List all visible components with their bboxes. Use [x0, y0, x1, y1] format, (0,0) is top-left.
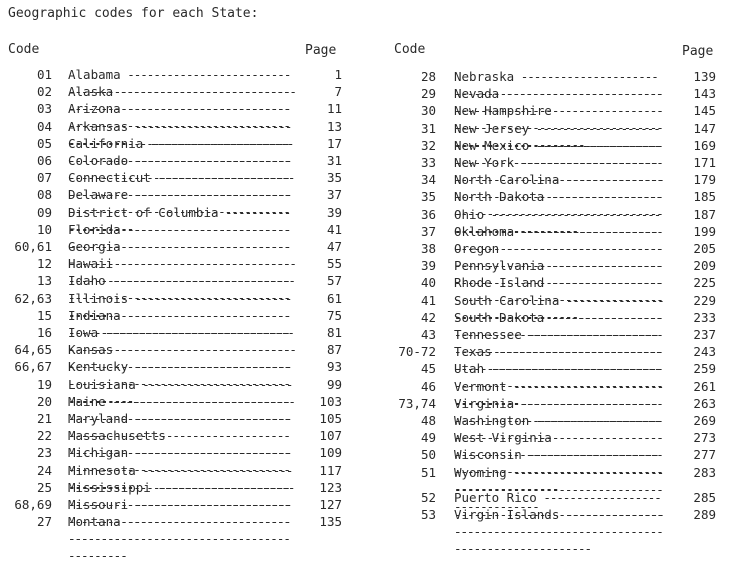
state-name: Rhode Island ----- [454, 274, 664, 325]
page-number: 143 [693, 86, 716, 102]
page-number: 103 [319, 393, 342, 409]
state-name: North Dakota ----- [454, 188, 664, 239]
state-name: Utah ----- [454, 360, 664, 411]
page-number: 47 [326, 239, 342, 254]
state-entry [0, 506, 733, 523]
page-number: 229 [693, 292, 716, 308]
geo-code: 60,61 [14, 239, 52, 254]
geo-code: 25 [36, 479, 52, 495]
state-name: Vermont ----- [454, 378, 664, 429]
page-number: 35 [326, 170, 342, 186]
page-number: 105 [319, 411, 342, 426]
right-page-header: Page [682, 44, 714, 59]
state-name: District of Columbia ----- [68, 204, 296, 255]
page-number: 93 [326, 359, 342, 375]
state-name: Montana ----- [68, 513, 296, 564]
state-entry [0, 102, 733, 119]
geo-code: 20 [36, 393, 52, 409]
geo-code: 34 [420, 172, 436, 188]
page-number: 127 [319, 497, 342, 512]
page-number: 55 [326, 256, 342, 272]
geo-code: 29 [420, 86, 436, 102]
page-number: 147 [693, 120, 716, 136]
geo-code: 52 [420, 489, 436, 505]
state-name: South Carolina ----- [454, 292, 664, 343]
state-name: Pennsylvania ----- [454, 257, 664, 308]
geo-code: 15 [36, 307, 52, 323]
state-name: Minnesota ----- [68, 462, 296, 513]
left-page-header: Page [305, 43, 337, 58]
geo-code: 35 [420, 189, 436, 205]
state-name: Delaware ----- [68, 186, 296, 237]
state-entry [0, 446, 733, 463]
geo-code: 03 [36, 101, 52, 117]
page-number: 269 [693, 413, 716, 428]
page-number: 1 [334, 67, 342, 82]
geo-code: 09 [36, 204, 52, 220]
page-number: 107 [319, 428, 342, 444]
page-number: 81 [326, 325, 342, 340]
geo-code: 33 [420, 155, 436, 170]
geo-code: 66,67 [14, 359, 52, 375]
geo-code: 40 [420, 275, 436, 291]
geo-code: 19 [36, 376, 52, 392]
page-number: 179 [693, 172, 716, 188]
page-number: 187 [693, 206, 716, 222]
state-name: New York ----- [454, 154, 664, 205]
state-name: Michigan ----- [68, 444, 296, 495]
geo-code: 53 [420, 507, 436, 522]
state-entry [0, 68, 733, 85]
state-name: South Dakota ----- [454, 309, 664, 360]
page-number: 11 [326, 101, 342, 117]
page-number: 123 [319, 479, 342, 495]
page-number: 135 [319, 514, 342, 530]
state-name: Idaho ----- [68, 272, 296, 323]
geo-code: 42 [420, 309, 436, 325]
geo-code: 27 [36, 514, 52, 530]
state-name: Hawaii ----- [68, 255, 296, 306]
state-entry [0, 274, 733, 291]
page-number: 117 [319, 462, 342, 478]
state-name: Louisiana ----- [68, 376, 296, 427]
state-name: Indiana ----- [68, 307, 296, 358]
state-entry [0, 188, 733, 205]
page-number: 263 [693, 395, 716, 411]
geo-code: 51 [420, 464, 436, 480]
state-name: Maine ----- [68, 393, 296, 444]
page-number: 13 [326, 118, 342, 134]
geo-code: 12 [36, 256, 52, 272]
page-number: 41 [326, 221, 342, 237]
state-name: North Carolina ----- [454, 171, 664, 222]
state-name: Tennessee ----- [454, 326, 664, 377]
state-name: Maryland ----- [68, 410, 296, 461]
state-name: Puerto Rico ----- [454, 489, 664, 540]
right-code-header: Code [394, 42, 426, 57]
geo-code: 43 [420, 327, 436, 342]
geo-code: 41 [420, 292, 436, 308]
page-number: 109 [319, 445, 342, 461]
geo-code: 39 [420, 258, 436, 274]
geo-code: 02 [36, 84, 52, 100]
state-entry [0, 395, 733, 412]
state-name: Connecticut ----- [68, 169, 296, 220]
geo-code: 68,69 [14, 497, 52, 512]
page-number: 185 [693, 189, 716, 205]
state-entry [0, 489, 733, 506]
state-name: Florida ----- [68, 221, 296, 272]
left-code-header: Code [8, 42, 40, 57]
geo-code: 73,74 [398, 395, 436, 411]
state-entry [0, 326, 733, 343]
page-number: 99 [326, 376, 342, 392]
state-name: Missouri ----- [68, 496, 296, 547]
state-entry [0, 137, 733, 154]
state-entry [0, 171, 733, 188]
geo-code: 32 [420, 137, 436, 153]
page-number: 87 [326, 342, 342, 358]
state-name: Kansas ----- [68, 341, 296, 392]
geo-code: 36 [420, 206, 436, 222]
page-number: 31 [326, 153, 342, 168]
state-name: Washington ----- [454, 412, 664, 463]
page-number: 289 [693, 507, 716, 522]
geo-code: 50 [420, 447, 436, 463]
state-entry [0, 154, 733, 171]
state-name: Iowa ----- [68, 324, 296, 375]
page-number: 37 [326, 187, 342, 203]
page-number: 145 [693, 103, 716, 119]
document-heading: Geographic codes for each State: [8, 6, 259, 21]
state-name: Nebraska ----- [454, 68, 664, 119]
page-number: 209 [693, 258, 716, 274]
state-name: Arkansas ----- [68, 118, 296, 169]
state-entry [0, 429, 733, 446]
geo-code: 46 [420, 378, 436, 394]
state-name: Wyoming ----- [454, 464, 664, 515]
state-name: Kentucky ----- [68, 358, 296, 409]
geo-code: 62,63 [14, 290, 52, 306]
state-entry [0, 223, 733, 240]
page-number: 233 [693, 309, 716, 325]
page-number: 171 [693, 155, 716, 170]
page-number: 75 [326, 307, 342, 323]
state-name: Nevada ----- [454, 85, 664, 136]
state-name: Illinois ----- [68, 290, 296, 341]
state-name: Wisconsin ----- [454, 446, 664, 497]
page-number: 7 [334, 84, 342, 100]
page-number: 283 [693, 464, 716, 480]
state-name: Arizona ----- [68, 100, 296, 151]
state-entry [0, 343, 733, 360]
page-number: 225 [693, 275, 716, 291]
geo-code: 48 [420, 413, 436, 428]
page-number: 57 [326, 273, 342, 289]
page-number: 205 [693, 241, 716, 256]
geo-code: 07 [36, 170, 52, 186]
page-number: 285 [693, 489, 716, 505]
geo-code: 08 [36, 187, 52, 203]
state-entry [0, 240, 733, 257]
state-name: Alaska ----- [68, 83, 296, 134]
page-number: 277 [693, 447, 716, 463]
geo-code: 24 [36, 462, 52, 478]
geo-code: 38 [420, 241, 436, 256]
state-entry [0, 206, 733, 223]
geo-code: 16 [36, 325, 52, 340]
state-name: Massachusetts ----- [68, 427, 296, 478]
page-number: 39 [326, 204, 342, 220]
page-number: 243 [693, 344, 716, 360]
geo-code: 31 [420, 120, 436, 136]
geo-code: 06 [36, 153, 52, 168]
state-name: Texas ----- [454, 343, 664, 394]
state-name: Georgia ----- [68, 238, 296, 289]
geo-code: 13 [36, 273, 52, 289]
page-number: 259 [693, 361, 716, 377]
state-entry [0, 309, 733, 326]
page-number: 169 [693, 137, 716, 153]
state-name: Alabama ----- [68, 66, 296, 117]
state-entry [0, 464, 733, 481]
geo-code: 22 [36, 428, 52, 444]
state-name: New Jersey ----- [454, 120, 664, 171]
state-name: Virginia ----- [454, 395, 664, 446]
geo-code: 21 [36, 411, 52, 426]
state-name: Virgin Islands ----- [454, 506, 664, 557]
page-number: 61 [326, 290, 342, 306]
page-number: 17 [326, 135, 342, 151]
state-name: Mississippi ----- [68, 479, 296, 530]
geo-code: 70-72 [398, 344, 436, 360]
geo-code: 28 [420, 69, 436, 84]
geo-code: 04 [36, 118, 52, 134]
state-name: West Virginia ----- [454, 429, 664, 480]
geo-code: 45 [420, 361, 436, 377]
state-entry [0, 378, 733, 395]
state-entry [0, 292, 733, 309]
state-name: Oregon ----- [454, 240, 664, 291]
state-entry [0, 257, 733, 274]
state-name: New Hampshire ----- [454, 102, 664, 153]
geo-code: 05 [36, 135, 52, 151]
page-number: 261 [693, 378, 716, 394]
state-entry [0, 85, 733, 102]
geo-code: 37 [420, 223, 436, 239]
state-entry [0, 360, 733, 377]
geo-code: 49 [420, 430, 436, 446]
state-entry [0, 120, 733, 137]
geo-code: 01 [36, 67, 52, 82]
state-name: Oklahoma ----- [454, 223, 664, 274]
geo-code: 23 [36, 445, 52, 461]
page-number: 273 [693, 430, 716, 446]
geo-code: 30 [420, 103, 436, 119]
state-name: New Mexico ----- [454, 137, 664, 188]
state-entry [0, 412, 733, 429]
state-name: Colorado ----- [68, 152, 296, 203]
state-name: Ohio ----- [454, 206, 664, 257]
geo-code: 64,65 [14, 342, 52, 358]
page-number: 199 [693, 223, 716, 239]
state-name: California ----- [68, 135, 296, 186]
geo-code: 10 [36, 221, 52, 237]
page-number: 237 [693, 327, 716, 342]
page-number: 139 [693, 69, 716, 84]
